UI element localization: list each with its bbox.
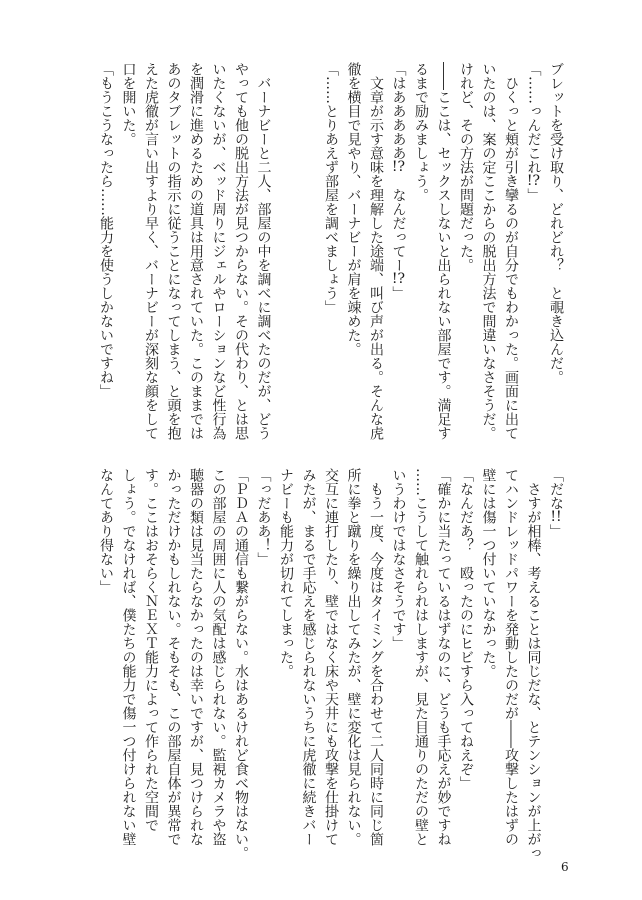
text-column: ……こうして触れられはしますが、見た目通りのただの壁と [413,468,429,846]
text-column: かっただけかもしれない。そもそも、この部屋自体が異常で [165,468,182,846]
text-column: 交互に連打したり、壁ではなく床や天井にも攻撃を仕掛けて [323,468,339,846]
text-column: ブレットを受け取り、どれどれ？ と覗き込んだ。 [548,62,564,384]
tate-chu-yoko-mark: !? [391,272,406,286]
text-column: あのタブレットの指示に従うことになってしまう、と頭を抱 [165,62,182,440]
text-column: 徹を横目で見やり、バーナビーが肩を竦めた。 [345,62,362,356]
text-column: けれど、その方法が問題だった。 [458,62,474,272]
text-column: ――ここは、セックスしないと出られない部屋です。満足す [435,62,452,440]
text-column: 「もうこうなったら……能力を使うしかないですね」 [98,62,114,398]
tate-chu-yoko-mark: !? [526,174,541,188]
text-column: さすが相棒、考えることは同じだな、とテンションが上がっ [525,468,542,860]
text-column: す。ここはおそらくＮＥＸＴ能力によって作られた空間で [143,468,159,832]
text-column: 「確かに当たっているはずなのに、どうも手応えが妙ですね [435,468,452,846]
text-column: いたのは、案の定ここからの脱出方法で間違いなさそうだ。 [480,62,497,440]
tate-chu-yoko-mark: !? [391,160,406,174]
text-column: 「……っんだこれ!?」 [525,62,542,202]
upper-text-block [94,62,567,454]
text-column: いうわけではなさそうです」 [390,468,407,650]
page-number: 6 [561,860,569,874]
scene-break [275,62,320,454]
lower-text-block [94,468,567,860]
text-column: えた虎徹が言い出すより早く、バーナビーが深刻な顔をして [143,62,159,440]
text-column: ひくっと頬が引き攣るのが自分でもわかった。画面に出て [503,62,519,440]
text-column: 所に拳と蹴りを繰り出してみたが、壁に変化は見られない。 [345,468,362,846]
text-column: てハンドレッドパワーを発動したのだが――攻撃したはずの [503,468,519,846]
text-column: 「ＰＤＡの通信も繋がらない。水はあるけれど食べ物はない。 [233,468,249,860]
text-column: 聴器の類は見当たらなかったのは幸いですが、見つけられな [188,468,204,846]
text-column: ナビーも能力が切れてしまった。 [278,468,294,678]
text-column: しょう。でなければ、僕たちの能力で傷一つ付けられない壁 [120,468,137,846]
text-column: 「はあああああ!? なんだってー!?」 [390,62,407,300]
text-column: やっても他の脱出方法が見つからない。その代わり、とは思 [233,62,249,440]
text-column: もう一度、今度はタイミングを合わせて二人同時に同じ箇 [368,468,384,846]
text-column: 「だな!!」 [548,468,564,538]
text-column: この部屋の周囲に人の気配は感じられない。監視カメラや盗 [210,468,227,846]
text-column: 「……とりあえず部屋を調べましょう」 [323,62,339,314]
text-column: バーナビーと二人、部屋の中を調べに調べたのだが、どう [255,62,272,440]
text-column: を潤滑に進めるための道具は用意されていた。このままでは [188,62,204,440]
text-column: 「っだああ！」 [255,468,272,566]
text-column: 口を開いた。 [120,62,137,146]
text-column: みたが、まるで手応えを感じられないうちに虎徹に続きバー [300,468,317,846]
text-column: 文章が示す意味を理解した途端、叫び声が出る。そんな虎 [368,62,384,440]
text-column: 壁には傷一つ付いていなかった。 [480,468,497,678]
text-column: なんてあり得ない」 [98,468,114,594]
text-column: るまで励みましょう。 [413,62,429,202]
tate-chu-yoko-mark: !! [550,510,562,524]
text-column: いたくないが、ベッド周りにジェルやローションなど性行為 [210,62,227,440]
text-column: 「なんだあ？ 殴ったのにヒビすら入ってねえぞ」 [458,468,474,790]
